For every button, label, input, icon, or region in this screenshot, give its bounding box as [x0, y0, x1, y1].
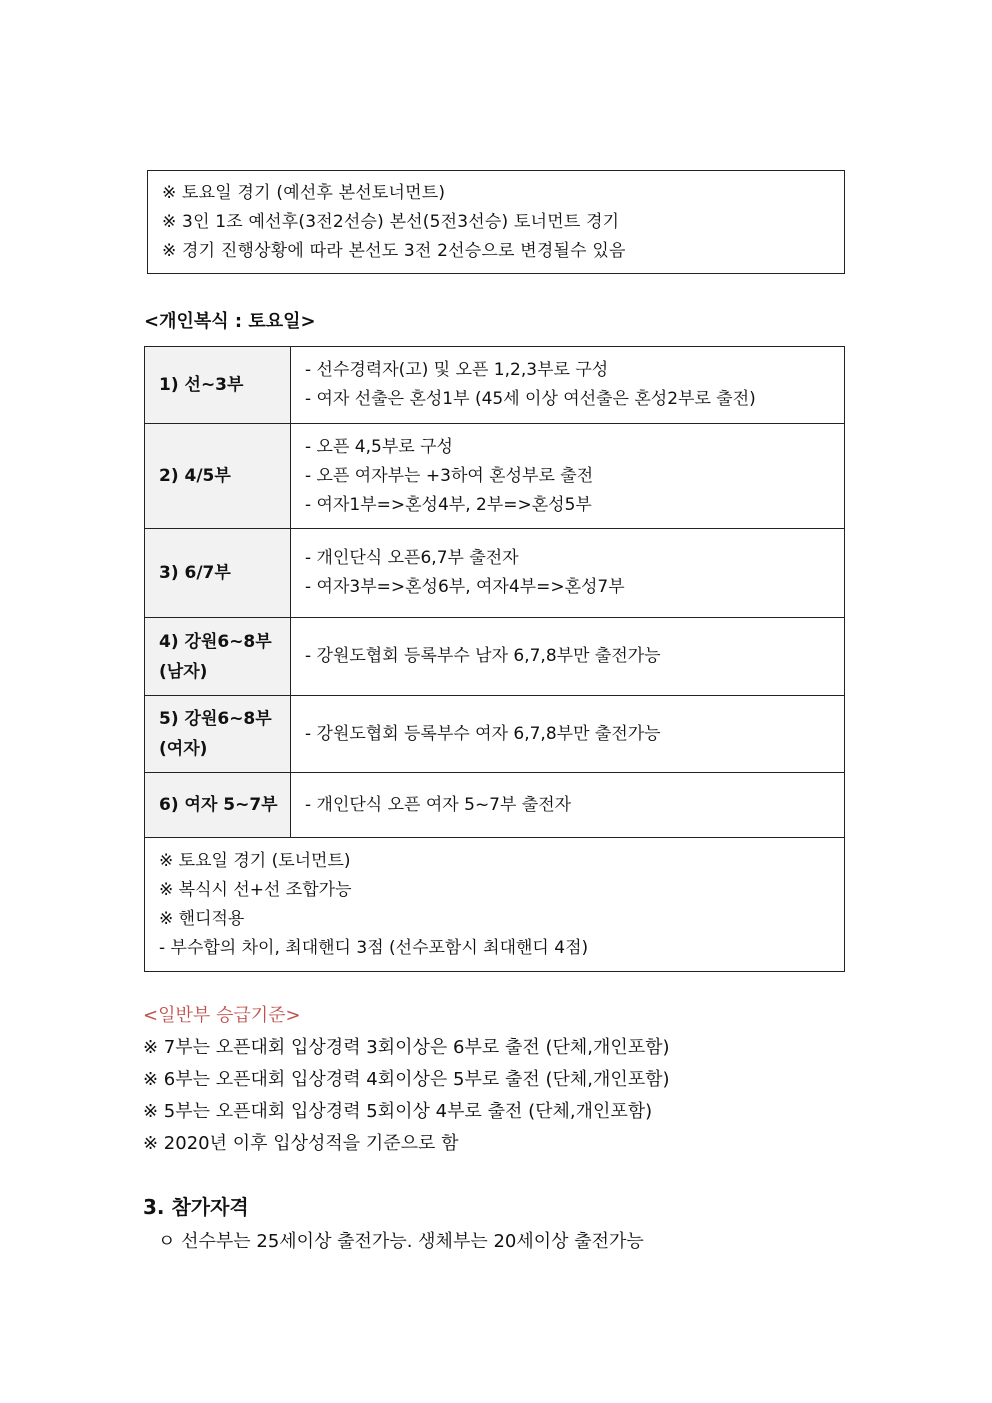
description-cell	[291, 424, 845, 529]
doubles-section-title: <개인복식 : 토요일>	[144, 311, 316, 332]
eligibility-heading: 3. 참가자격	[143, 1195, 249, 1219]
description-line: - 강원도협회 등록부수 여자 6,7,8부만 출전가능	[305, 723, 661, 744]
description-line: - 여자1부=>혼성4부, 2부=>혼성5부	[305, 494, 592, 515]
note-line: ※ 복식시 선+선 조합가능	[159, 880, 352, 900]
note-line: ※ 토요일 경기 (예선후 본선토너먼트)	[162, 183, 446, 203]
category-line: 5) 강원6~8부	[159, 709, 272, 729]
note-line: ※ 경기 진행상황에 따라 본선도 3전 2선승으로 변경될수 있음	[162, 241, 626, 261]
description-line: - 개인단식 오픈6,7부 출전자	[305, 548, 519, 568]
description-line: - 강원도협회 등록부수 남자 6,7,8부만 출전가능	[305, 646, 661, 666]
note-line: - 부수합의 차이, 최대핸디 3점 (선수포함시 최대핸디 4점)	[159, 938, 589, 958]
category-cell: 6) 여자 5~7부	[145, 773, 291, 838]
description-cell	[291, 618, 845, 696]
category-cell: 1) 선~3부	[145, 347, 291, 424]
description-cell	[291, 529, 845, 618]
description-line: - 개인단식 오픈 여자 5~7부 출전자	[305, 794, 572, 815]
grade-criteria-title: <일반부 승급기준>	[143, 1005, 301, 1026]
category-cell: 2) 4/5부	[145, 424, 291, 529]
table-row	[145, 838, 845, 972]
category-cell	[145, 696, 291, 773]
doubles-table	[144, 346, 845, 972]
notes-cell	[145, 838, 845, 972]
grade-criteria-line: ※ 6부는 오픈대회 입상경력 4회이상은 5부로 출전 (단체,개인포함)	[143, 1069, 670, 1090]
grade-criteria-line: ※ 2020년 이후 입상성적을 기준으로 함	[143, 1133, 459, 1154]
table-row	[145, 347, 845, 424]
description-line: - 오픈 4,5부로 구성	[305, 436, 453, 457]
grade-criteria-list	[143, 1032, 670, 1160]
table-row	[145, 618, 845, 696]
description-line: - 여자3부=>혼성6부, 여자4부=>혼성7부	[305, 577, 625, 597]
description-line: - 여자 선출은 혼성1부 (45세 이상 여선출은 혼성2부로 출전)	[305, 389, 756, 409]
description-cell	[291, 347, 845, 424]
grade-criteria-line: ※ 7부는 오픈대회 입상경력 3회이상은 6부로 출전 (단체,개인포함)	[143, 1037, 670, 1058]
tournament-notes-box	[147, 170, 845, 274]
description-cell	[291, 696, 845, 773]
eligibility-line: ㅇ 선수부는 25세이상 출전가능. 생체부는 20세이상 출전가능	[158, 1231, 644, 1252]
table-row	[145, 773, 845, 838]
note-line: ※ 핸디적용	[159, 909, 245, 929]
description-line: - 선수경력자(고) 및 오픈 1,2,3부로 구성	[305, 360, 609, 380]
table-row	[145, 696, 845, 773]
table-row	[145, 529, 845, 618]
category-line: (남자)	[159, 661, 208, 682]
table-row	[145, 424, 845, 529]
description-line: - 오픈 여자부는 +3하여 혼성부로 출전	[305, 465, 594, 486]
note-line: ※ 3인 1조 예선후(3전2선승) 본선(5전3선승) 토너먼트 경기	[162, 212, 620, 232]
grade-criteria-line: ※ 5부는 오픈대회 입상경력 5회이상 4부로 출전 (단체,개인포함)	[143, 1101, 653, 1122]
category-line: 4) 강원6~8부	[159, 631, 272, 652]
category-cell: 3) 6/7부	[145, 529, 291, 618]
note-line: ※ 토요일 경기 (토너먼트)	[159, 851, 351, 871]
category-cell	[145, 618, 291, 696]
category-line: (여자)	[159, 739, 208, 759]
description-cell	[291, 773, 845, 838]
